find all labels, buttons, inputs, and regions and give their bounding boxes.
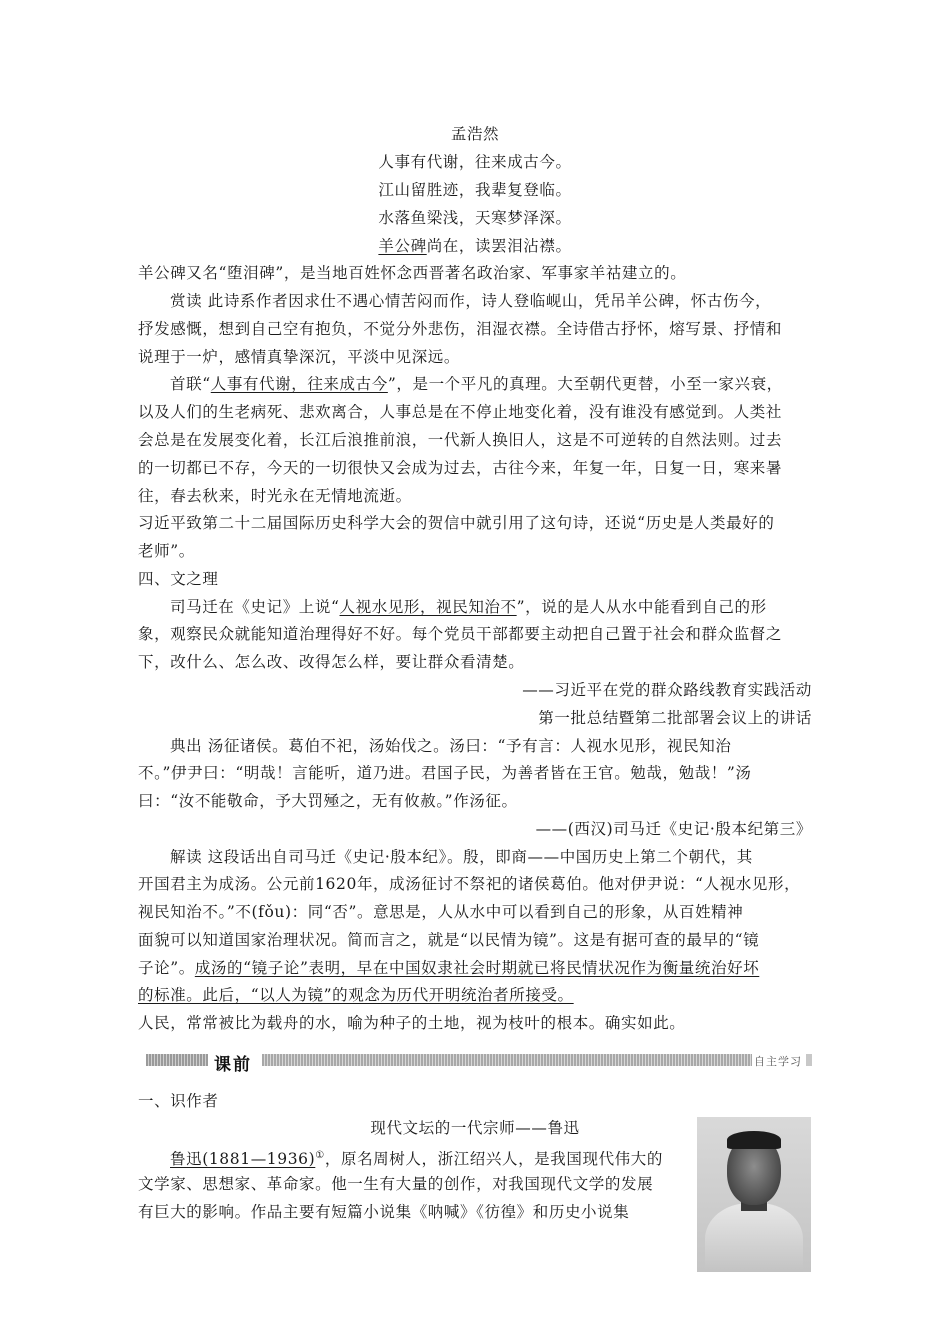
underlined-sentence: 的标准。此后，“以人为镜”的观念为历代开明统治者所接受。 [138,986,574,1004]
section-heading: 一、识作者 [138,1092,219,1110]
interpretation-line: 解读 这段话出自司马迁《史记·殷本纪》。殷，即商——中国历史上第二个朝代，其 [170,848,753,866]
source-line: ——(西汉)司马迁《史记·殷本纪第三》 [535,820,812,838]
banner-stripe [146,1054,208,1066]
couplet-line: 往，春去秋来，时光永在无情地流逝。 [138,487,412,505]
underlined-term: 羊公碑 [378,237,427,255]
poem-line-rest: 尚在，读罢泪沾襟。 [426,237,572,255]
underlined-sentence: 成汤的“镜子论”表明，早在中国奴隶社会时期就已将民情状况作为衡量统治好坏 [194,959,760,977]
interpretation-line: 开国君主为成汤。公元前1620年，成汤征讨不祭祀的诸侯葛伯。他对伊尹说：“人视水见形， [138,875,801,893]
couplet-line: 会总是在发展变化着，长江后浪推前浪，一代新人换旧人，这是不可逆转的自然法则。过去 [138,431,783,449]
portrait-hair [727,1131,781,1149]
couplet-line: 以及人们的生老病死、悲欢离合，人事总是在不停止地变化着，没有谁没有感觉到。人类社 [138,403,783,421]
footnote-marker: ① [315,1150,325,1161]
section-heading: 四、文之理 [138,570,219,588]
poem-line: 人事有代谢，往来成古今。 [378,153,572,171]
text-segment: 首联“ [170,375,211,393]
text-segment: 子论”。 [138,959,195,977]
underlined-name: 鲁迅(1881—1936) [170,1150,316,1169]
couplet-line: 的一切都已不存，今天的一切很快又会成为过去，古往今来，年复一年，日复一日，寒来暑 [138,459,783,477]
note-text: 羊公碑又名“堕泪碑”，是当地百姓怀念西晋著名政治家、军事家羊祜建立的。 [138,264,687,282]
poem-author: 孟浩然 [450,125,500,143]
appreciation-line: 说理于一炉，感情真挚深沉，平淡中见深远。 [138,348,461,366]
text-segment: ”，说的是人从水中能看到自己的形 [516,598,767,616]
author-line [170,1146,663,1169]
section-banner [138,1051,812,1075]
poem-line: 水落鱼梁浅，天寒梦泽深。 [378,209,572,227]
underlined-quote: 人视水见形，视民知治不 [339,598,517,616]
couplet-line [170,374,783,394]
banner-title: 课前 [214,1055,252,1075]
paragraph-line: 下，改什么、怎么改、改得怎么样，要让群众看清楚。 [138,653,525,671]
author-line: 有巨大的影响。作品主要有短篇小说集《呐喊》《彷徨》和历史小说集 [138,1203,630,1221]
xi-quote-line: 习近平致第二十二届国际历史科学大会的贺信中就引用了这句诗，还说“历史是人类最好的 [138,514,775,532]
author-portrait [697,1117,811,1272]
interpretation-line: 面貌可以知道国家治理状况。简而言之，就是“以民情为镜”。这是有据可查的最早的“镜 [138,931,760,949]
banner-tag: 自主学习 [754,1055,802,1068]
portrait-body [705,1203,803,1272]
appreciation-line: 赏读 此诗系作者因求仕不遇心情苦闷而作，诗人登临岘山，凭吊羊公碑，怀古伤今， [170,292,772,310]
text-segment: ，原名周树人，浙江绍兴人，是我国现代伟大的 [324,1150,663,1169]
origin-line: 曰：“汝不能敬命，予大罚殛之，无有攸赦。”作汤征。 [138,792,518,810]
text-segment: 司马迁在《史记》上说“ [170,598,340,616]
origin-line: 不。”伊尹曰：“明哉！言能听，道乃进。君国子民，为善者皆在王官。勉哉，勉哉！”汤 [138,764,752,782]
paragraph-line [170,597,767,617]
poem-line [0,236,950,256]
interpretation-line [138,958,759,978]
poem-line: 江山留胜迹，我辈复登临。 [378,181,572,199]
underlined-quote: 人事有代谢，往来成古今 [210,375,388,393]
author-line: 文学家、思想家、革命家。他一生有大量的创作，对我国现代文学的发展 [138,1175,654,1193]
xi-quote-line: 老师”。 [138,542,195,560]
interpretation-line: 视民知治不。”不(fǒu)：同“否”。意思是，人从水中可以看到自己的形象，从百姓精神 [138,903,744,921]
origin-line: 典出 汤征诸侯。葛伯不祀，汤始伐之。汤曰：“予有言：人视水见形，视民知治 [170,737,732,755]
appreciation-line: 抒发感慨，想到自己空有抱负，不觉分外悲伤，泪湿衣襟。全诗借古抒怀，熔写景、抒情和 [138,320,783,338]
interpretation-line [138,985,574,1005]
banner-stripe [262,1054,752,1066]
banner-stripe [806,1054,812,1066]
section-subtitle: 现代文坛的一代宗师——鲁迅 [370,1119,580,1137]
source-line: 第一批总结暨第二批部署会议上的讲话 [538,709,812,727]
paragraph-line: 象，观察民众就能知道治理得好不好。每个党员干部都要主动把自己置于社会和群众监督之 [138,625,783,643]
text-segment: ”，是一个平凡的真理。大至朝代更替，小至一家兴衰， [387,375,783,393]
people-line: 人民，常常被比为载舟的水，喻为种子的土地，视为枝叶的根本。确实如此。 [138,1014,686,1032]
source-line: ——习近平在党的群众路线教育实践活动 [522,681,812,699]
